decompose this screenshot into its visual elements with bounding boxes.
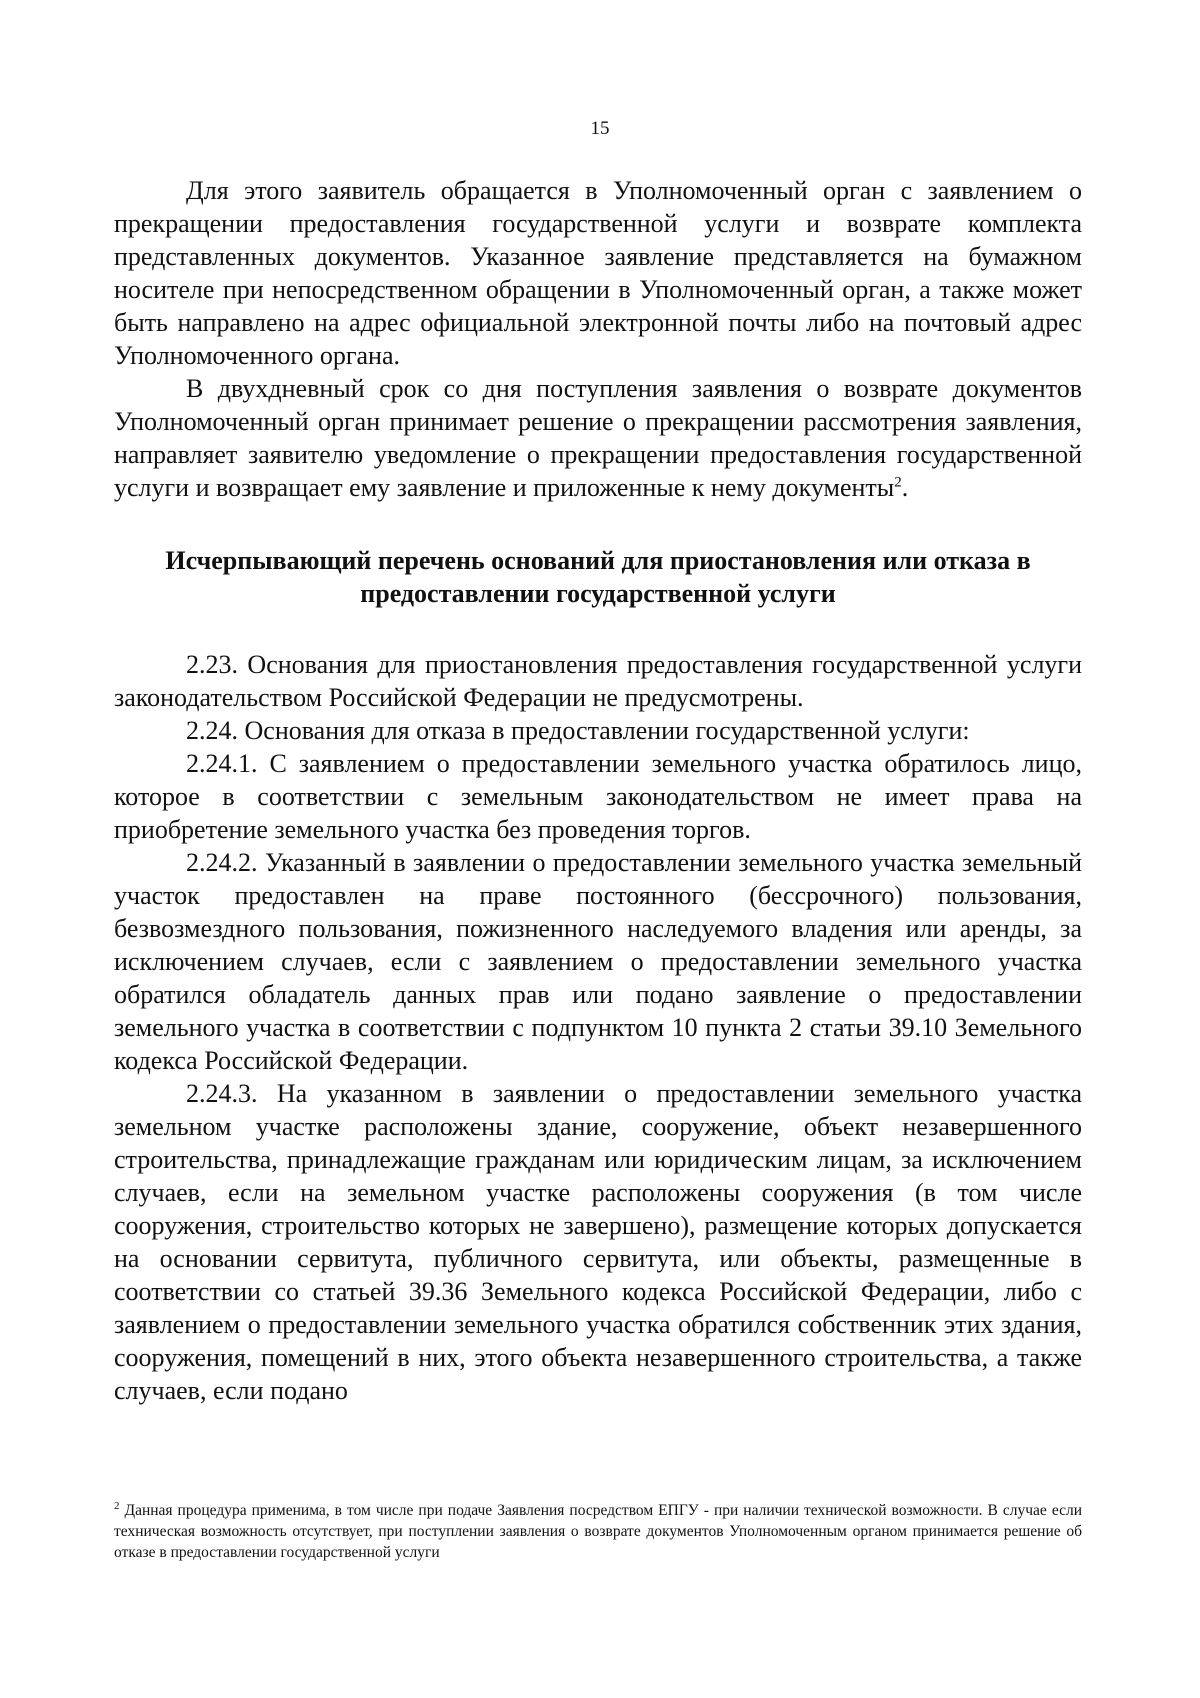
document-body [114, 174, 1082, 1407]
paragraph-two-day-term-text: В двухдневный срок со дня поступления заявления о возврате документов Уполномоченный орган принимает решение о прекращении рассмотрения заявления, направляет заявителю уведомление о прекращении предоставления государственной услуги и возвращает ему заявление и приложенные к нему документы [114, 374, 1082, 502]
paragraph-end-period: . [901, 473, 909, 502]
footnote-text: Данная процедура применима, в том числе при подаче Заявления посредством ЕПГУ - при наличии технической возможности. В случае если техническая возможность отсутствует, при поступлении заявления о возврате документов Уполномоченным органом принимается решение об отказе в предоставлении государственной услуги [114, 1502, 1082, 1561]
footnote-reference: 2 [894, 474, 902, 491]
clause-2-24: 2.24. Основания для отказа в предоставлении государственной услуги: [186, 716, 970, 745]
paragraph-return-request: Для этого заявитель обращается в Уполномоченный орган с заявлением о прекращении предоставления государственной услуги и возврате комплекта представленных документов. Указанное заявление представляется на бумажном носителе при непосредственном обращении в Уполномоченный орган, а также может быть направлено на адрес официальной электронной почты либо на почтовый адрес Уполномоченного органа. [114, 176, 1082, 370]
footnote-marker: 2 [114, 1499, 120, 1512]
clause-2-23: 2.23. Основания для приостановления предоставления государственной услуги законодательством Российской Федерации не предусмотрены. [114, 650, 1082, 712]
section-heading-line-2: предоставлении государственной услуги [360, 579, 836, 608]
clause-2-24-1: 2.24.1. С заявлением о предоставлении земельного участка обратилось лицо, которое в соответствии с земельным законодательством не имеет права на приобретение земельного участка без проведения торгов. [114, 749, 1082, 844]
page-number: 15 [590, 118, 610, 139]
paragraph-two-day-term [114, 372, 1082, 504]
clause-2-24-3: 2.24.3. На указанном в заявлении о предоставлении земельного участка земельном участке расположены здание, сооружение, объект незавершенного строительства, принадлежащие гражданам или юридическим лицам, за исключением случаев, если на земельном участке расположены сооружения (в том числе сооружения, строительство которых не завершено), размещение которых допускается на основании сервитута, публичного сервитута, или объекты, размещенные в соответствии со статьей 39.36 Земельного кодекса Российской Федерации, либо с заявлением о предоставлении земельного участка обратился собственник этих здания, сооружения, помещений в них, этого объекта незавершенного строительства, а также случаев, если подано [114, 1079, 1082, 1405]
footnote-divider [114, 1497, 414, 1498]
section-heading [114, 544, 1082, 610]
clause-2-24-2: 2.24.2. Указанный в заявлении о предоставлении земельного участка земельный участок предоставлен на праве постоянного (бессрочного) пользования, безвозмездного пользования, пожизненного наследуемого владения или аренды, за исключением случаев, если с заявлением о предоставлении земельного участка обратился обладатель данных прав или подано заявление о предоставлении земельного участка в соответствии с подпунктом 10 пункта 2 статьи 39.10 Земельного кодекса Российской Федерации. [114, 848, 1082, 1075]
footnote [114, 1500, 1082, 1563]
section-heading-line-1: Исчерпывающий перечень оснований для приостановления или отказа в [165, 546, 1031, 575]
